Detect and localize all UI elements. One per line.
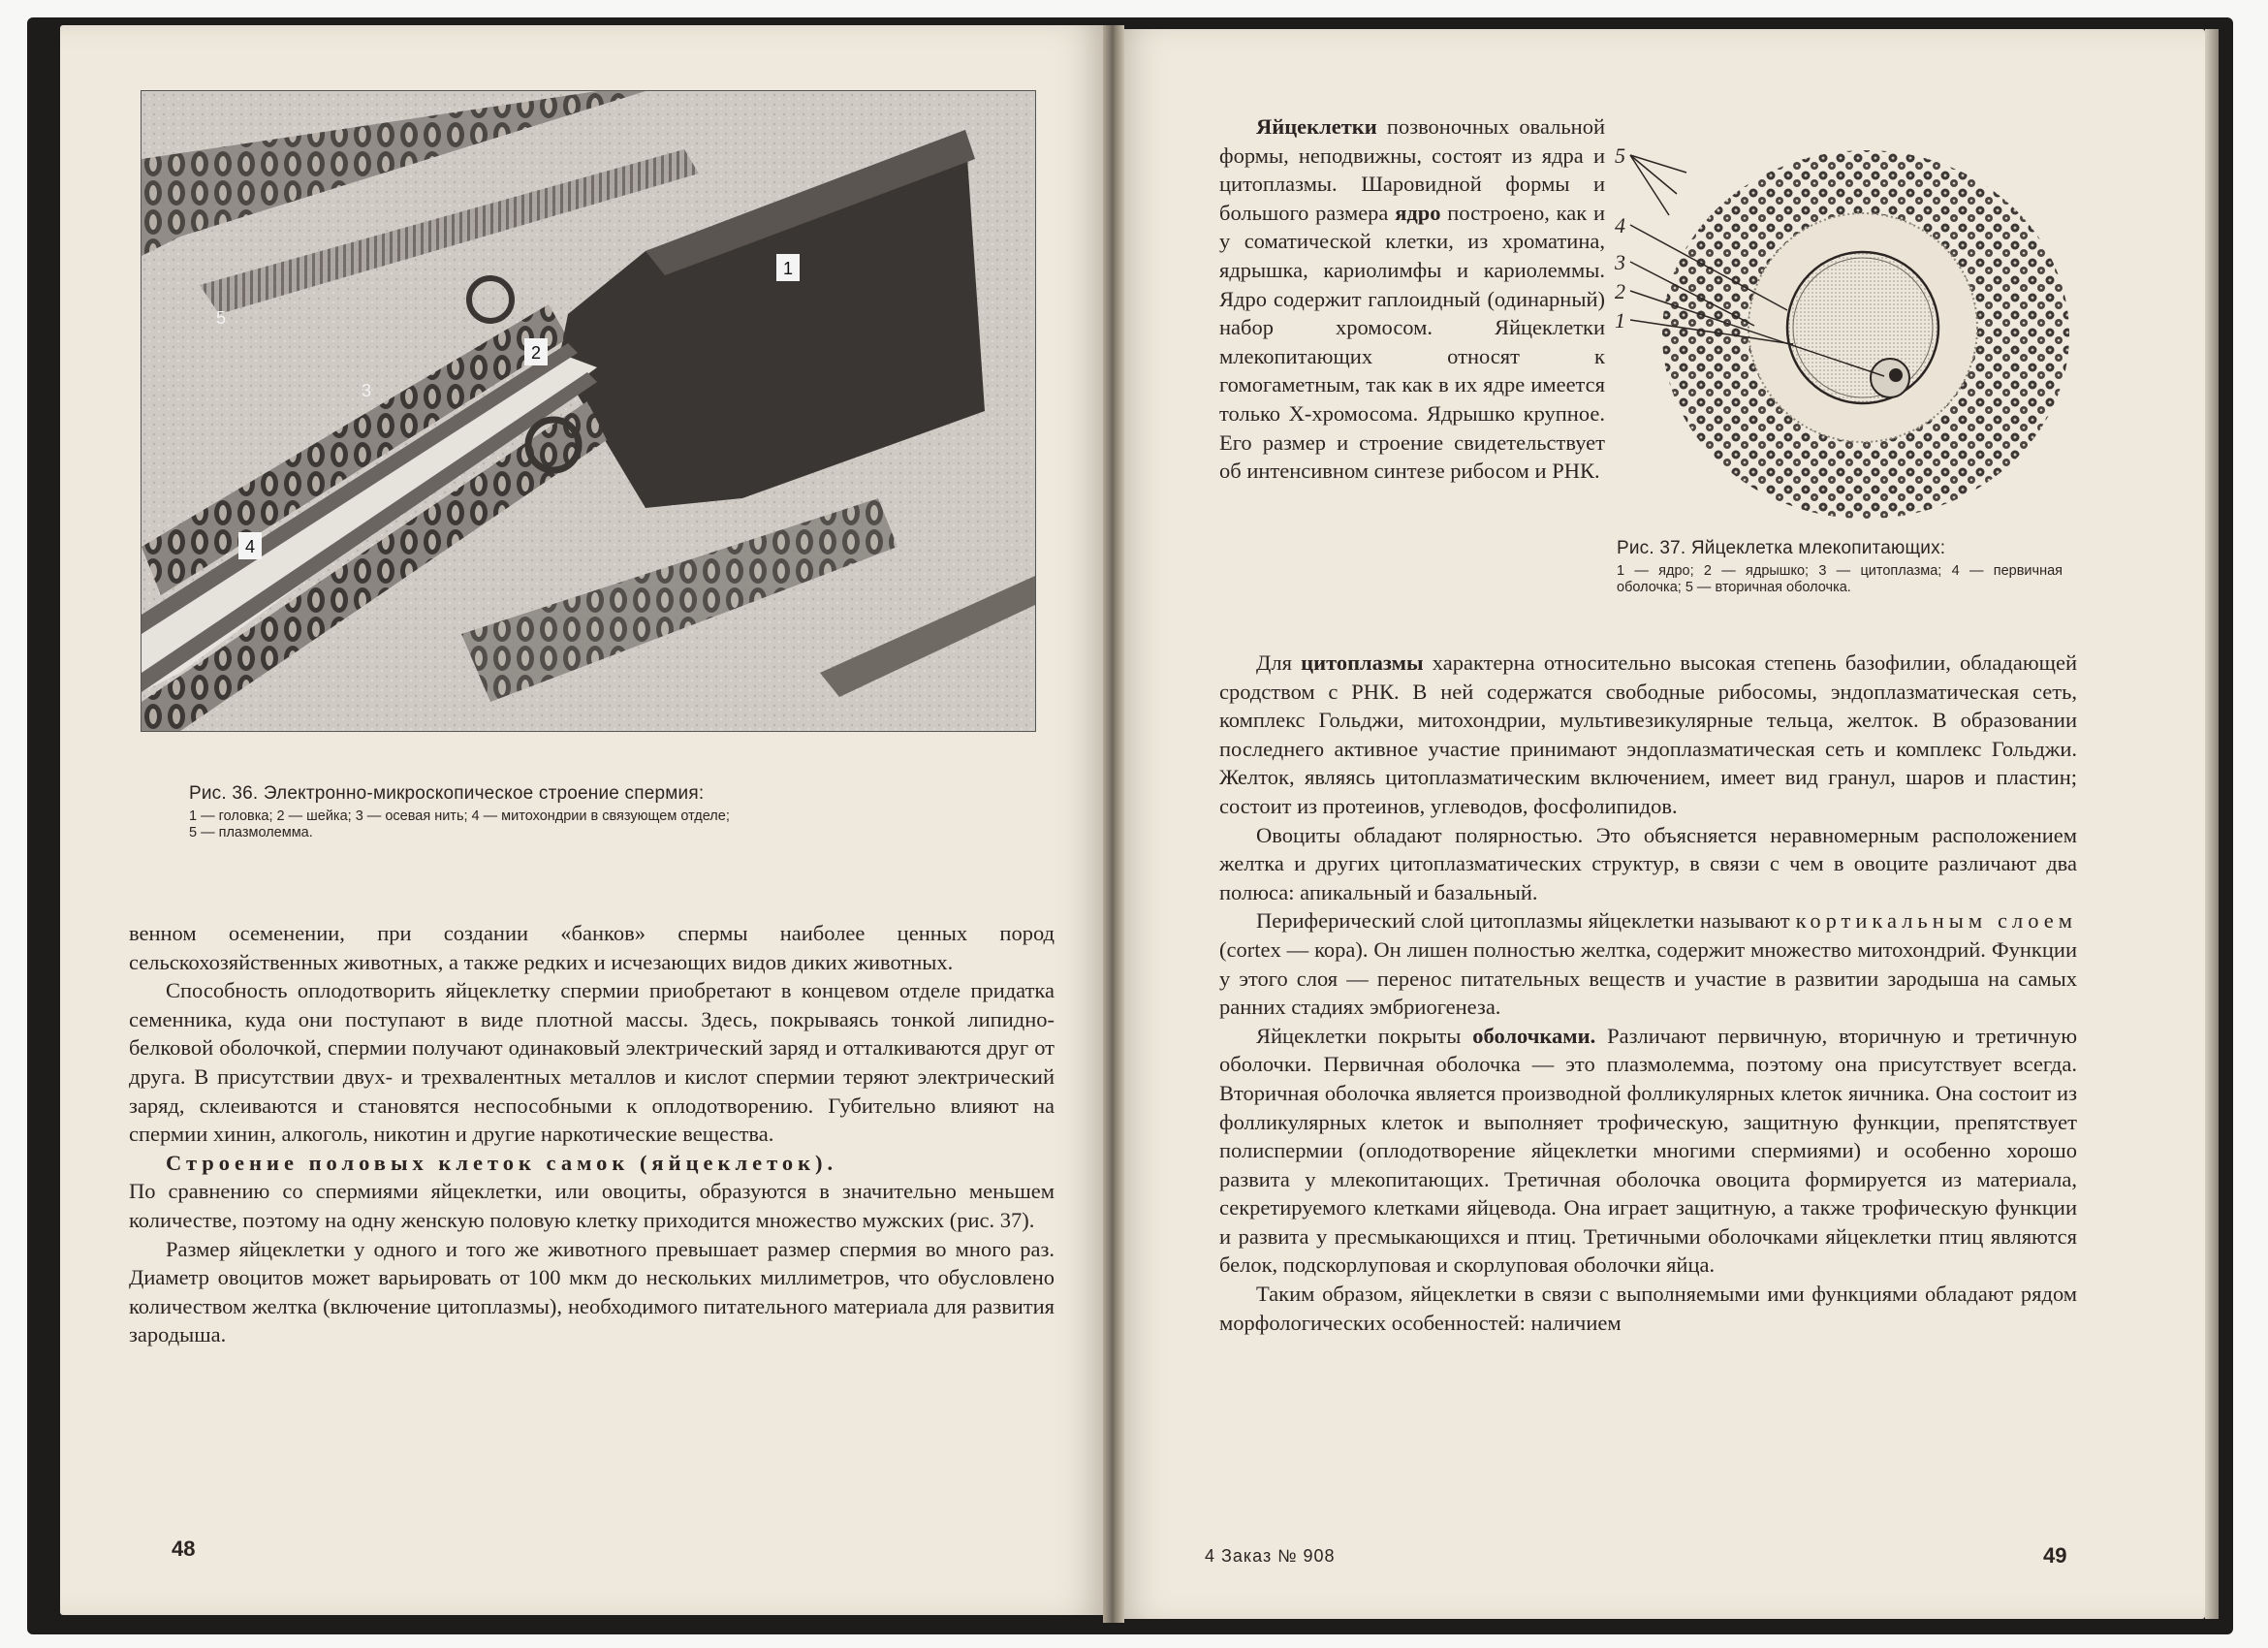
label-5: 5 (1615, 143, 1625, 168)
page-number-right: 49 (2043, 1543, 2067, 1568)
paragraph-cytoplasm (1219, 649, 2077, 821)
cortical-text: (cortex — кора). Он лишен полностью желтка, содержит множество митохондрий. Функции у этого слоя — перенос питательных веществ и участие в развитии зародыша на самых ранних стадиях эмбриогенеза. (1219, 936, 2077, 1020)
figure-37-caption (1617, 538, 2063, 596)
cyto-pre: Для (1256, 650, 1292, 675)
paragraph-fertilization-ability: Способность оплодотворить яйцеклетку спермии приобретают в концевом отделе придатка семенника, куда они поступают в виде плотной массы. Здесь, покрываясь тонкой липидно-белковой оболочкой, спермии получают одинаковый электрический заряд и отталкиваются друг от друга. В присутствии двух- и трехвалентных металлов и кислот спермии теряют электрический заряд, склеиваются и становятся неспособными к оплодотворению. Губительно влияют на спермии хинин, алкоголь, никотин и другие наркотические вещества. (129, 978, 1055, 1147)
right-page-text (1219, 649, 2077, 1337)
micrograph-illustration (142, 91, 1035, 731)
term-cytoplasm: цитоплазмы (1301, 650, 1424, 675)
figure-37-legend: 1 — ядро; 2 — ядрышко; 3 — цитоплазма; 4 — первичная оболочка; 5 — вторичная оболочка. (1617, 563, 2063, 595)
term-cortical-layer: кортикальным слоем (1795, 908, 2077, 934)
paragraph-insemination: венном осеменении, при создании «банков» спермы наиболее ценных пород сельскохозяйственных животных, а также редких и исчезающих видов диких животных. (129, 921, 1055, 974)
cortical-pre: Периферический слой цитоплазмы яйцеклетки называют (1256, 908, 1790, 934)
paragraph-oocyte-count: По сравнению со спермиями яйцеклетки, или овоциты, образуются в значительно меньшем количестве, поэтому на одну женскую половую клетку приходится множество мужских (рис. 37). (129, 1179, 1055, 1232)
paragraph-conclusion: Таким образом, яйцеклетки в связи с выполняемыми ими функциями обладают рядом морфологических особенностей: наличием (1219, 1282, 2077, 1335)
label-4: 4 (1615, 213, 1625, 238)
egg-cell-drawing (1609, 136, 2074, 523)
left-page-text (129, 919, 1055, 1349)
paragraph-vertebrate-eggs (1219, 112, 1605, 486)
label-3: 3 (361, 381, 372, 400)
membranes-text: Различают первичную, вторичную и третичную оболочки. Первичная оболочка — это плазмолемма, поэтому она присутствует всегда. Вторичная оболочка является производной фолликулярных клеток яичника. Она состоит из фолликулярных клеток и выполняет трофическую, защитную функции, препятствует полиспермии (оплодотворение яйцеклетки многими спермиями) и особенно хорошо развита у млекопитающих. Третичная оболочка овоцита формируется из материала, секретируемого клетками яйцевода. Она играет защитную, а также трофическую функции и развита у пресмыкающихся и птиц. Третичными оболочками яйцеклетки птиц являются белок, подскорлуповая и скорлуповая оболочки яйца. (1219, 1023, 2077, 1278)
label-2: 2 (1615, 279, 1625, 303)
section-heading: Строение половых клеток самок (яйцеклеток). (166, 1150, 838, 1175)
label-1: 1 (782, 259, 794, 278)
intro-text: позвоночных овальной формы, неподвижны, состоят из ядра и цитоплазмы. Шаровидной формы и большого размера (1219, 114, 1606, 225)
page-number-left: 48 (172, 1537, 196, 1561)
figure-36-title: Рис. 36. Электронно-микроскопическое строение спермия: (189, 783, 705, 804)
label-3: 3 (1615, 250, 1625, 274)
page-edge (2205, 29, 2219, 1619)
paragraph-membranes (1219, 1022, 2077, 1280)
figure-36-legend-line2: 5 — плазмолемма. (189, 825, 313, 840)
paragraph-polarity: Овоциты обладают полярностью. Это объясняется неравномерным расположением желтка и других цитоплазматических структур, в связи с чем в овоците различают два полюса: апикальный и базальный. (1219, 822, 2077, 904)
figure-36-micrograph (141, 90, 1036, 732)
figure-37-illustration (1609, 136, 2074, 523)
label-5: 5 (215, 308, 227, 328)
figure-36-caption (189, 783, 1052, 841)
paragraph-egg-size: Размер яйцеклетки у одного и того же животного превышает размер спермия во много раз. Диаметр овоцитов может варьировать от 100 мкм до нескольких миллиметров, что обусловлено количеством желтка (включение цитоплазмы), необходимого питательного материала для развития зародыша. (129, 1236, 1055, 1347)
cyto-text: характерна относительно высокая степень базофилии, обладающей сродством с РНК. В ней содержатся свободные рибосомы, эндоплазматическая сеть, комплекс Гольджи, митохондрии, мультивезикулярные тельца, желток. В образовании последнего активное участие принимают эндоплазматическая сеть и комплекс Гольджи. Желток, являясь цитоплазматическим включением, имеет вид гранул, шаров и пластин; состоит из протеинов, углеводов, фосфолипидов. (1219, 650, 2077, 818)
right-page-intro (1219, 112, 1605, 486)
figure-37-title: Рис. 37. Яйцеклетка млекопитающих: (1617, 538, 1946, 558)
intro-text-2: построено, как и у соматической клетки, из хроматина, ядрышка, кариолимфы и кариолеммы. Ядро содержит гаплоидный (одинарный) набор хромосом. Яйцеклетки млекопитающих относят к гомогаметным, так как в их ядре имеется только X-хромосома. Ядрышко крупное. Его размер и строение свидетельствует об интенсивном синтезе рибосом и РНК. (1219, 200, 1605, 484)
figure-36-legend-line1: 1 — головка; 2 — шейка; 3 — осевая нить; 4 — митохондрии в связующем отделе; (189, 808, 730, 824)
term-nucleus: ядро (1395, 200, 1441, 225)
term-membranes: оболочками. (1472, 1023, 1596, 1048)
paragraph-cortical-layer (1219, 906, 2077, 1021)
section-female-cells (129, 1149, 1055, 1178)
membranes-pre: Яйцеклетки покрыты (1256, 1023, 1462, 1048)
label-1: 1 (1615, 308, 1625, 333)
label-4: 4 (244, 537, 256, 556)
book-spine (1103, 25, 1124, 1623)
term-eggs: Яйцеклетки (1256, 114, 1377, 139)
print-order-number: 4 Заказ № 908 (1205, 1546, 1336, 1566)
label-2: 2 (530, 343, 542, 363)
